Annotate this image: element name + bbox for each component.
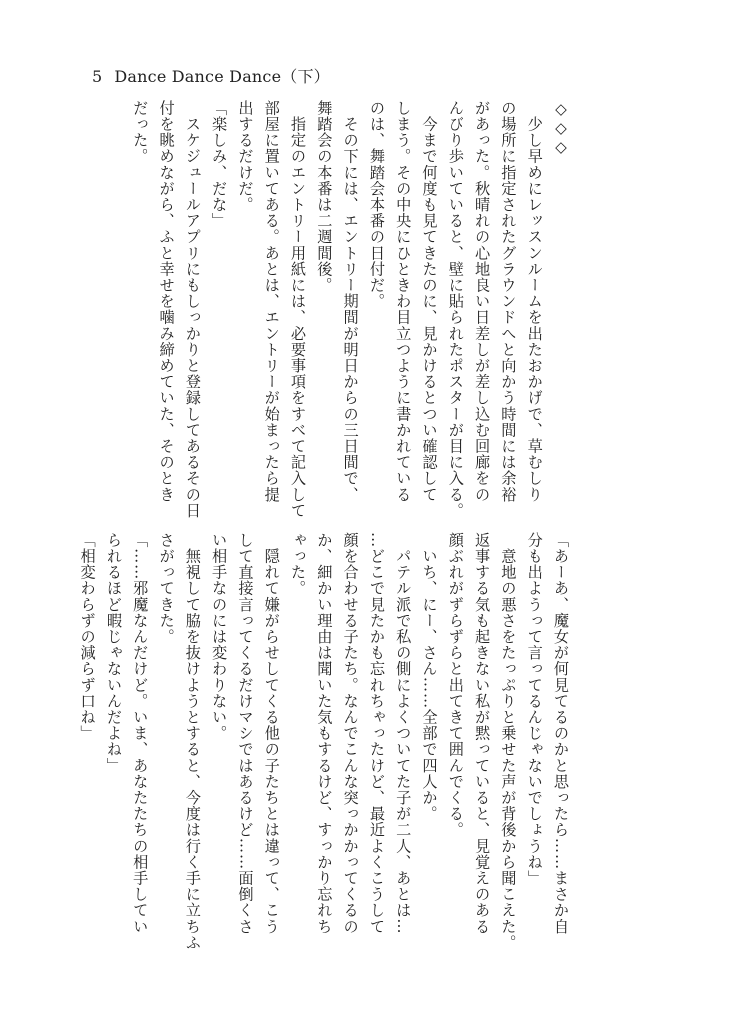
text-line: …どこで見たかも忘れちゃったけど、最近よくこうして [367, 532, 386, 935]
text-block-top [127, 100, 574, 519]
text-line: 分も出ようって言ってるんじゃないでしょうね」 [525, 532, 544, 887]
text-line: の場所に指定されたグラウンドへと向かう時間には余裕 [499, 100, 518, 503]
text-line: 「……邪魔なんだけど。いま、あなたたちの相手してい [131, 532, 150, 935]
text-line: 返事する気も起きない私が黙っていると、見覚えのある [473, 532, 492, 935]
text-line: スケジュールアプリにもしっかりと登録してあるその日 [183, 100, 202, 519]
scene-break: ◇◇◇ [552, 100, 570, 157]
text-line: 「相変わらずの減らず口ね」 [78, 532, 97, 742]
text-line: 顔ぶれがずらずらと出てきて囲んでくる。 [446, 532, 465, 838]
text-line: 顔を合わせる子たち。なんでこんな突っかかってくるの [341, 532, 360, 935]
chapter-title: Dance Dance Dance（下） [114, 67, 330, 86]
text-line: 「楽しみ、だな」 [210, 100, 229, 229]
text-line: 付を眺めながら、ふと幸せを噛み締めていた、そのとき [157, 100, 176, 503]
text-line: パテル派で私の側によくついてた子が二人、あとは… [394, 532, 413, 935]
running-header [92, 64, 330, 87]
text-line: 少し早めにレッスンルームを出たおかげで、草むしり [525, 100, 544, 503]
text-line: いち、にー、さん……全部で四人か。 [420, 532, 439, 822]
text-line: 舞踏会の本番は二週間後。 [315, 100, 334, 294]
text-line: 出するだけだ。 [236, 100, 255, 213]
text-line: しまう。その中央にひときわ目立つように書かれている [394, 100, 413, 503]
text-line: 今まで何度も見てきたのに、見かけるとつい確認して [420, 100, 439, 503]
text-line: 指定のエントリー用紙には、必要事項をすべて記入して [289, 100, 308, 519]
page-number: 5 [92, 67, 103, 86]
text-line: か、細かい理由は聞いた気もするけど、すっかり忘れち [315, 532, 334, 935]
text-line: い相手なのには変わりない。 [210, 532, 229, 742]
text-line: 部屋に置いてある。あとは、エントリーが始まったら提 [262, 100, 281, 503]
text-line: のは、舞踏会本番の日付だ。 [367, 100, 386, 310]
text-line: さがってきた。 [157, 532, 176, 645]
text-block-bottom [74, 532, 574, 952]
text-line: ゃった。 [289, 532, 308, 597]
text-line: 「あーあ、魔女が何見てるのかと思ったら……まさか自 [552, 532, 570, 935]
text-line: 隠れて嫌がらせしてくる他の子たちとは違って、こう [262, 532, 281, 935]
text-line: だった。 [131, 100, 150, 165]
text-line: られるほど暇じゃないんだよね」 [104, 532, 123, 774]
text-line: んびり歩いていると、壁に貼られたポスターが目に入る。 [446, 100, 465, 519]
text-line: 無視して脇を抜けようとすると、今度は行く手に立ちふ [183, 532, 202, 951]
text-line: その下には、エントリー期間が明日からの三日間で、 [341, 100, 360, 503]
text-line: 意地の悪さをたっぷりと乗せた声が背後から聞こえた。 [499, 532, 518, 951]
text-line: して直接言ってくるだけマシではあるけど……面倒くさ [236, 532, 255, 935]
text-line: があった。秋晴れの心地良い日差しが差し込む回廊をの [473, 100, 492, 503]
